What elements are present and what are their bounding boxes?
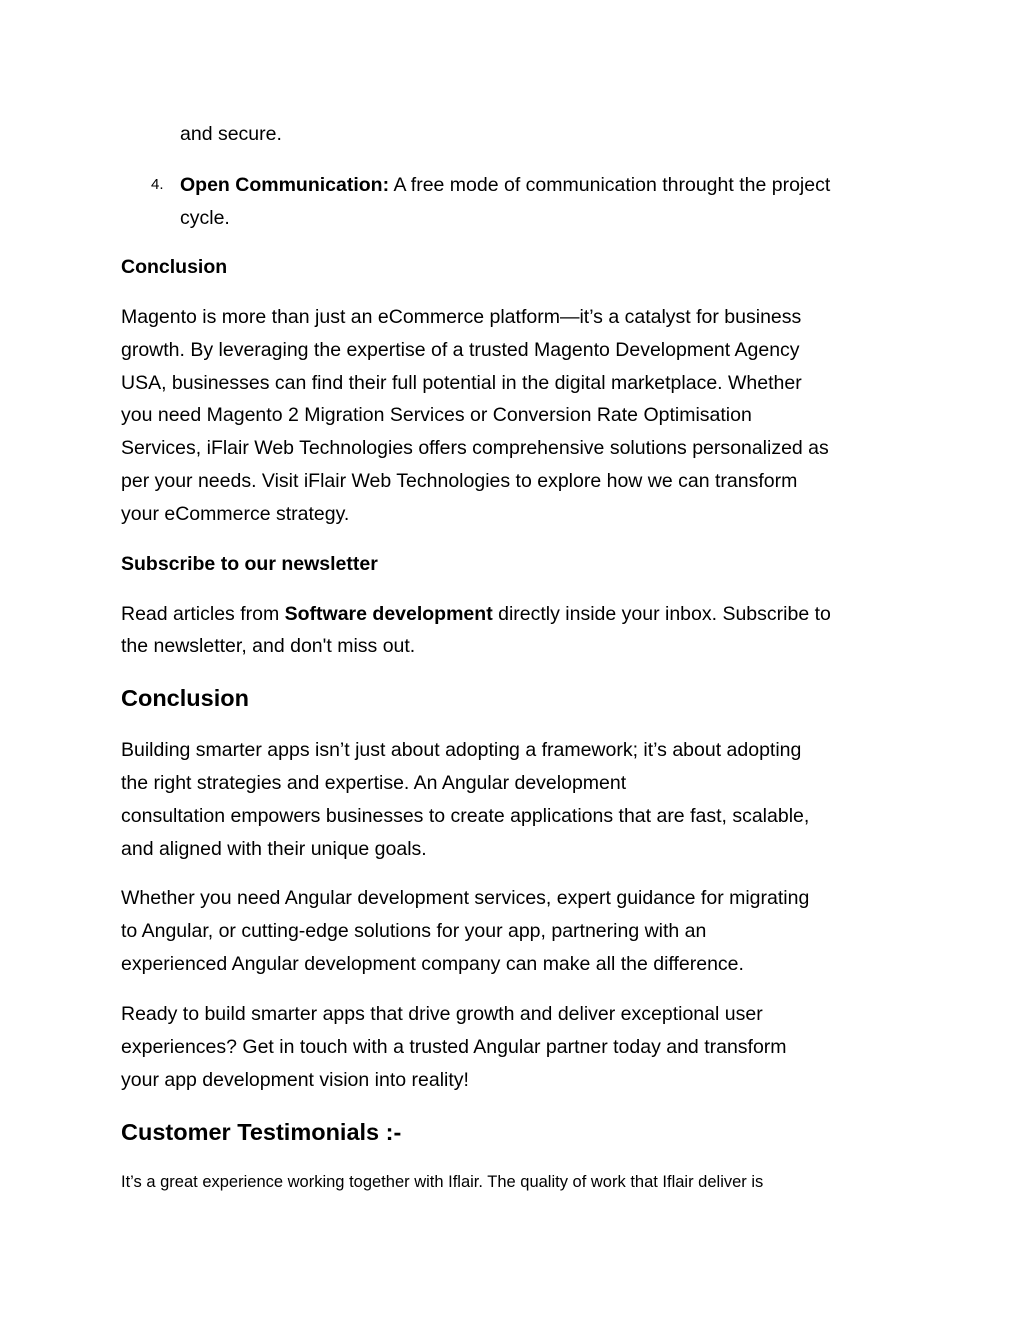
paragraph-line: and aligned with their unique goals. (121, 838, 427, 860)
paragraph-line: USA, businesses can find their full potential in the digital marketplace. Whether (121, 372, 802, 394)
paragraph-line: the right strategies and expertise. An Angular development (121, 772, 627, 794)
paragraph-line: growth. By leveraging the expertise of a trusted Magento Development Agency (121, 339, 800, 361)
list-item-4-term: Open Communication: (180, 174, 390, 196)
paragraph-line: experienced Angular development company can make all the difference. (121, 953, 744, 975)
newsletter-text: directly inside your inbox. Subscribe to (492, 603, 831, 625)
newsletter-text: Read articles from (121, 603, 285, 625)
list-item-4-text: A free mode of communication throught the project (393, 174, 831, 196)
newsletter-line-2: the newsletter, and don't miss out. (121, 635, 416, 657)
newsletter-topic: Software development (284, 603, 493, 625)
newsletter-line-1 (121, 602, 831, 626)
testimonials-heading: Customer Testimonials :- (121, 1119, 402, 1145)
paragraph-line: Magento is more than just an eCommerce platform—it’s a catalyst for business (121, 306, 802, 328)
section-heading-conclusion-2: Conclusion (121, 685, 249, 711)
paragraph-line: Whether you need Angular development services, expert guidance for migrating (121, 887, 810, 909)
paragraph-line: to Angular, or cutting-edge solutions for your app, partnering with an (121, 920, 707, 942)
list-item-4-line-1 (180, 173, 830, 197)
paragraph-line: Services, iFlair Web Technologies offers comprehensive solutions personalized as (121, 437, 829, 459)
paragraph-line: Ready to build smarter apps that drive growth and deliver exceptional user (121, 1003, 763, 1025)
list-item-4-line-2: cycle. (180, 207, 230, 229)
paragraph-line: experiences? Get in touch with a trusted Angular partner today and transform (121, 1036, 787, 1058)
paragraph-line: Building smarter apps isn’t just about adopting a framework; it’s about adopting (121, 739, 802, 761)
section-heading-conclusion-1: Conclusion (121, 256, 228, 278)
paragraph-line: your eCommerce strategy. (121, 503, 350, 525)
paragraph-line: per your needs. Visit iFlair Web Technologies to explore how we can transform (121, 470, 798, 492)
paragraph-line: consultation empowers businesses to create applications that are fast, scalable, (121, 805, 810, 827)
testimonial-text: It’s a great experience working together with Iflair. The quality of work that Iflair deliver is (121, 1173, 764, 1191)
paragraph-line: you need Magento 2 Migration Services or Conversion Rate Optimisation (121, 404, 752, 426)
newsletter-heading: Subscribe to our newsletter (121, 553, 378, 575)
paragraph-line: your app development vision into reality! (121, 1069, 469, 1091)
list-item-4-number: 4. (151, 176, 164, 193)
list-item-3-continuation: and secure. (180, 123, 282, 145)
